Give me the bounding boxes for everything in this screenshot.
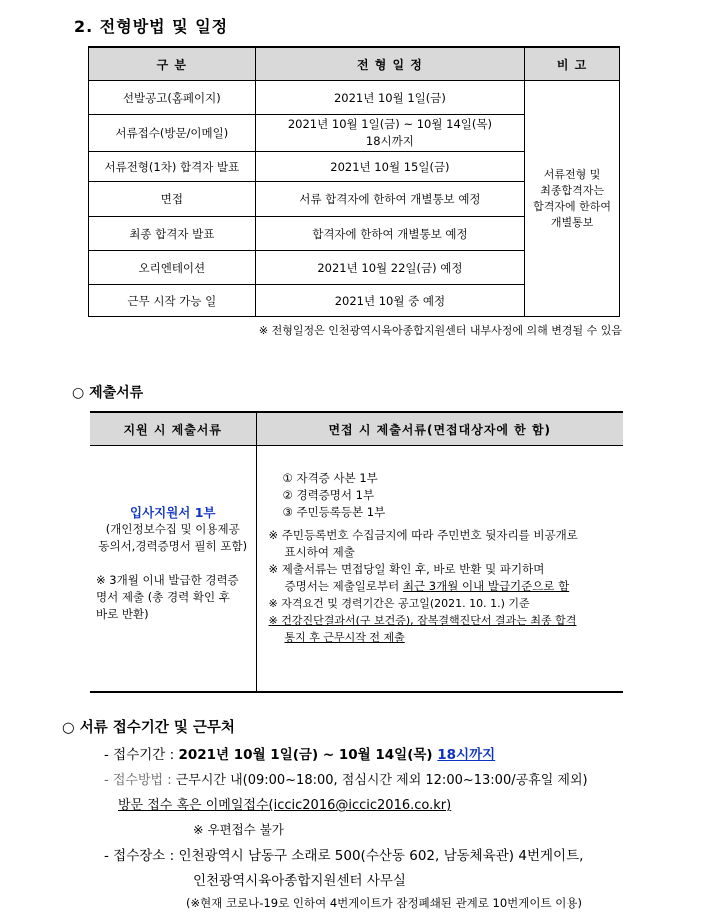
docs-note: ※ 건강진단결과서(구 보건증), 잠복결핵진단서 결과는 최종 합격	[268, 614, 577, 627]
row-schedule: 합격자에 한하여 개별통보 예정	[255, 217, 524, 251]
table-header-row	[89, 47, 620, 81]
row-schedule: 2021년 10월 1일(금)	[255, 81, 524, 115]
row-label: 근무 시작 가능 일	[89, 285, 256, 317]
docs-item: ③ 주민등록등본 1부	[282, 505, 386, 519]
apply-period	[104, 743, 495, 763]
place-value: 인천광역시 남동구 소래로 500(수산동 602, 남동체육관) 4번게이트,	[178, 848, 584, 864]
column-header: 면접 시 제출서류(면접대상자에 한 함)	[256, 412, 623, 446]
apply-method	[104, 769, 588, 788]
apply-title: ○ 서류 접수기간 및 근무처	[62, 720, 235, 736]
schedule-line: 2021년 10월 1일(금) ~ 10월 14일(목)	[287, 117, 492, 131]
docs-sub: 동의서,경력증명서 필히 포함)	[98, 539, 248, 553]
column-header: 구 분	[89, 47, 256, 81]
docs-note	[269, 578, 618, 595]
docs-note: 표시하여 제출	[284, 545, 355, 559]
table-header-row	[90, 412, 623, 446]
row-schedule: 2021년 10월 15일(금)	[255, 152, 524, 182]
docs-table	[90, 411, 623, 693]
row-label: 서류전형(1차) 합격자 발표	[89, 152, 256, 182]
place-line2: 인천광역시육아종합지원센터 사무실	[193, 873, 406, 889]
method-note: ※ 우편접수 불가	[193, 822, 284, 837]
docs-note: 통지 후 근무시작 전 제출	[284, 631, 405, 644]
row-label: 오리엔테이션	[89, 251, 256, 285]
column-header: 지원 시 제출서류	[90, 412, 256, 446]
docs-note: ※ 3개월 이내 발급한 경력증	[96, 573, 239, 587]
docs-note: ※ 제출서류는 면접당일 확인 후, 바로 반환 및 파기하며	[268, 562, 545, 576]
section-title: 2. 전형방법 및 일정	[74, 17, 229, 36]
schedule-line: 18시까지	[365, 134, 414, 148]
period-time: 18시까지	[437, 747, 496, 763]
row-label: 최종 합격자 발표	[89, 217, 256, 251]
remark-line: 최종합격자는	[540, 183, 604, 197]
row-schedule	[255, 115, 524, 152]
column-header: 전 형 일 정	[255, 47, 524, 81]
period-value: 2021년 10월 1일(금) ~ 10월 14일(목)	[178, 747, 438, 763]
docs-note-text: 증명서는 제출일로부터	[284, 579, 403, 593]
row-label: 선발공고(홈페이지)	[89, 81, 256, 115]
remark-line: 서류전형 및	[543, 167, 601, 181]
method-label: - 접수방법 :	[104, 773, 176, 788]
column-header: 비 고	[525, 47, 620, 81]
docs-item: ① 자격증 사본 1부	[282, 471, 378, 485]
place-label: - 접수장소 :	[104, 848, 179, 864]
docs-title: ○ 제출서류	[72, 385, 144, 401]
docs-sub: (개인정보수집 및 이용제공	[105, 522, 240, 536]
table-row	[89, 81, 620, 115]
row-schedule: 2021년 10월 중 예정	[255, 285, 524, 317]
method-value: 근무시간 내(09:00~18:00, 점심시간 제외 12:00~13:00/공휴일 제외)	[175, 773, 588, 788]
remark-line: 합격자에 한하여	[533, 199, 612, 213]
period-label: - 접수기간 :	[104, 747, 179, 763]
docs-note: 바로 반환)	[96, 607, 149, 621]
docs-main: 입사지원서 1부	[130, 505, 216, 520]
row-label: 면접	[89, 182, 256, 217]
docs-note: ※ 자격요건 및 경력기간은 공고일(2021. 10. 1.) 기준	[268, 597, 530, 610]
remark-cell	[525, 81, 620, 317]
docs-right-cell	[256, 446, 623, 692]
place-note: (※현재 코로나-19로 인하여 4번게이트가 잠정폐쇄된 관계로 10번게이트 이용)	[186, 896, 582, 910]
docs-note: 명서 제출 (총 경력 확인 후	[96, 590, 230, 604]
docs-item: ② 경력증명서 1부	[282, 488, 375, 502]
docs-note: ※ 주민등록번호 수집금지에 따라 주민번호 뒷자리를 비공개로	[268, 528, 578, 542]
row-label: 서류접수(방문/이메일)	[89, 115, 256, 152]
remark-line: 개별통보	[550, 215, 594, 229]
table-row	[90, 446, 623, 692]
method-line2: 방문 접수 혹은 이메일접수(iccic2016@iccic2016.co.kr)	[118, 798, 452, 813]
schedule-table	[88, 46, 620, 317]
row-schedule: 2021년 10월 22일(금) 예정	[255, 251, 524, 285]
row-schedule: 서류 합격자에 한하여 개별통보 예정	[255, 182, 524, 217]
docs-left-cell	[90, 446, 256, 692]
apply-place	[104, 844, 583, 864]
docs-note-underlined: 최근 3개월 이내 발급기준으로 함	[402, 579, 570, 593]
schedule-note: ※ 전형일정은 인천광역시육아종합지원센터 내부사정에 의해 변경될 수 있음	[258, 324, 622, 337]
